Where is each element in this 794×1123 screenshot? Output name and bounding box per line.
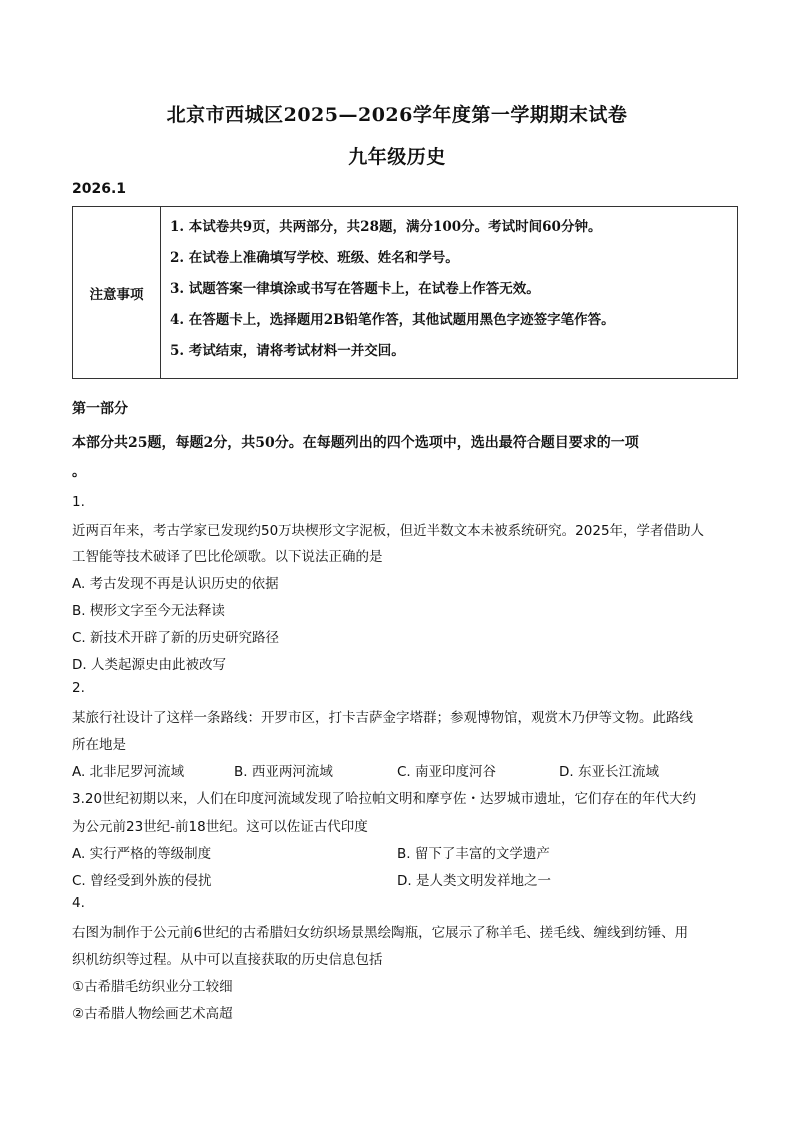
exam-title: 北京市西城区2025—2026学年度第一学期期末试卷 bbox=[166, 104, 628, 126]
statement-item: ①古希腊毛纺织业分工较细 bbox=[72, 979, 233, 995]
question-stem: 为公元前23世纪-前18世纪。这可以佐证古代印度 bbox=[72, 819, 368, 835]
notice-item: 1. 本试卷共9页，共两部分，共28题，满分100分。考试时间60分钟。 bbox=[170, 219, 602, 235]
option-b: B. 留下了丰富的文学遗产 bbox=[397, 846, 550, 862]
option-a: A. 考古发现不再是认识历史的依据 bbox=[72, 576, 279, 592]
option-a: A. 北非尼罗河流域 bbox=[72, 764, 185, 780]
notice-item: 5. 考试结束，请将考试材料一并交回。 bbox=[170, 343, 405, 359]
option-a: A. 实行严格的等级制度 bbox=[72, 846, 212, 862]
question-stem: 工智能等技术破译了巴比伦颂歌。以下说法正确的是 bbox=[72, 549, 383, 565]
notice-label: 注意事项 bbox=[73, 207, 161, 378]
option-b: B. 楔形文字至今无法释读 bbox=[72, 603, 225, 619]
option-d: D. 人类起源史由此被改写 bbox=[72, 657, 226, 673]
exam-date: 2026.1 bbox=[72, 181, 127, 197]
statement-item: ②古希腊人物绘画艺术高超 bbox=[72, 1006, 233, 1022]
notice-box bbox=[72, 206, 738, 379]
part-instruction: 本部分共25题，每题2分，共50分。在每题列出的四个选项中，选出最符合题目要求的一项 bbox=[72, 435, 639, 451]
part-heading: 第一部分 bbox=[72, 401, 128, 417]
part-instruction-end: 。 bbox=[72, 464, 86, 480]
question-stem: 3.20世纪初期以来，人们在印度河流域发现了哈拉帕文明和摩亨佐・达罗城市遗址，它们存在的年代大约 bbox=[72, 791, 697, 807]
option-b: B. 西亚两河流域 bbox=[234, 764, 333, 780]
question-stem: 近两百年来，考古学家已发现约50万块楔形文字泥板，但近半数文本未被系统研究。2025年，学者借助人 bbox=[72, 523, 705, 539]
option-d: D. 东亚长江流域 bbox=[559, 764, 659, 780]
option-c: C. 南亚印度河谷 bbox=[397, 764, 497, 780]
question-number: 4. bbox=[72, 895, 85, 911]
notice-item: 4. 在答题卡上，选择题用2B铅笔作答，其他试题用黑色字迹签字笔作答。 bbox=[170, 312, 615, 328]
question-stem: 右图为制作于公元前6世纪的古希腊妇女纺织场景黑绘陶瓶，它展示了称羊毛、搓毛线、缠线到纺锤、用 bbox=[72, 925, 689, 941]
option-c: C. 新技术开辟了新的历史研究路径 bbox=[72, 630, 280, 646]
option-d: D. 是人类文明发祥地之一 bbox=[397, 873, 551, 889]
option-c: C. 曾经受到外族的侵扰 bbox=[72, 873, 212, 889]
notice-item: 3. 试题答案一律填涂或书写在答题卡上，在试卷上作答无效。 bbox=[170, 281, 540, 297]
question-stem: 某旅行社设计了这样一条路线：开罗市区，打卡吉萨金字塔群；参观博物馆，观赏木乃伊等文物。此路线 bbox=[72, 710, 693, 726]
notice-item: 2. 在试卷上准确填写学校、班级、姓名和学号。 bbox=[170, 250, 459, 266]
notice-list bbox=[170, 215, 615, 370]
question-number: 1. bbox=[72, 494, 85, 510]
exam-subtitle: 九年级历史 bbox=[348, 146, 446, 168]
question-stem: 织机纺织等过程。从中可以直接获取的历史信息包括 bbox=[72, 952, 383, 968]
question-number: 2. bbox=[72, 680, 85, 696]
question-stem: 所在地是 bbox=[72, 737, 126, 753]
